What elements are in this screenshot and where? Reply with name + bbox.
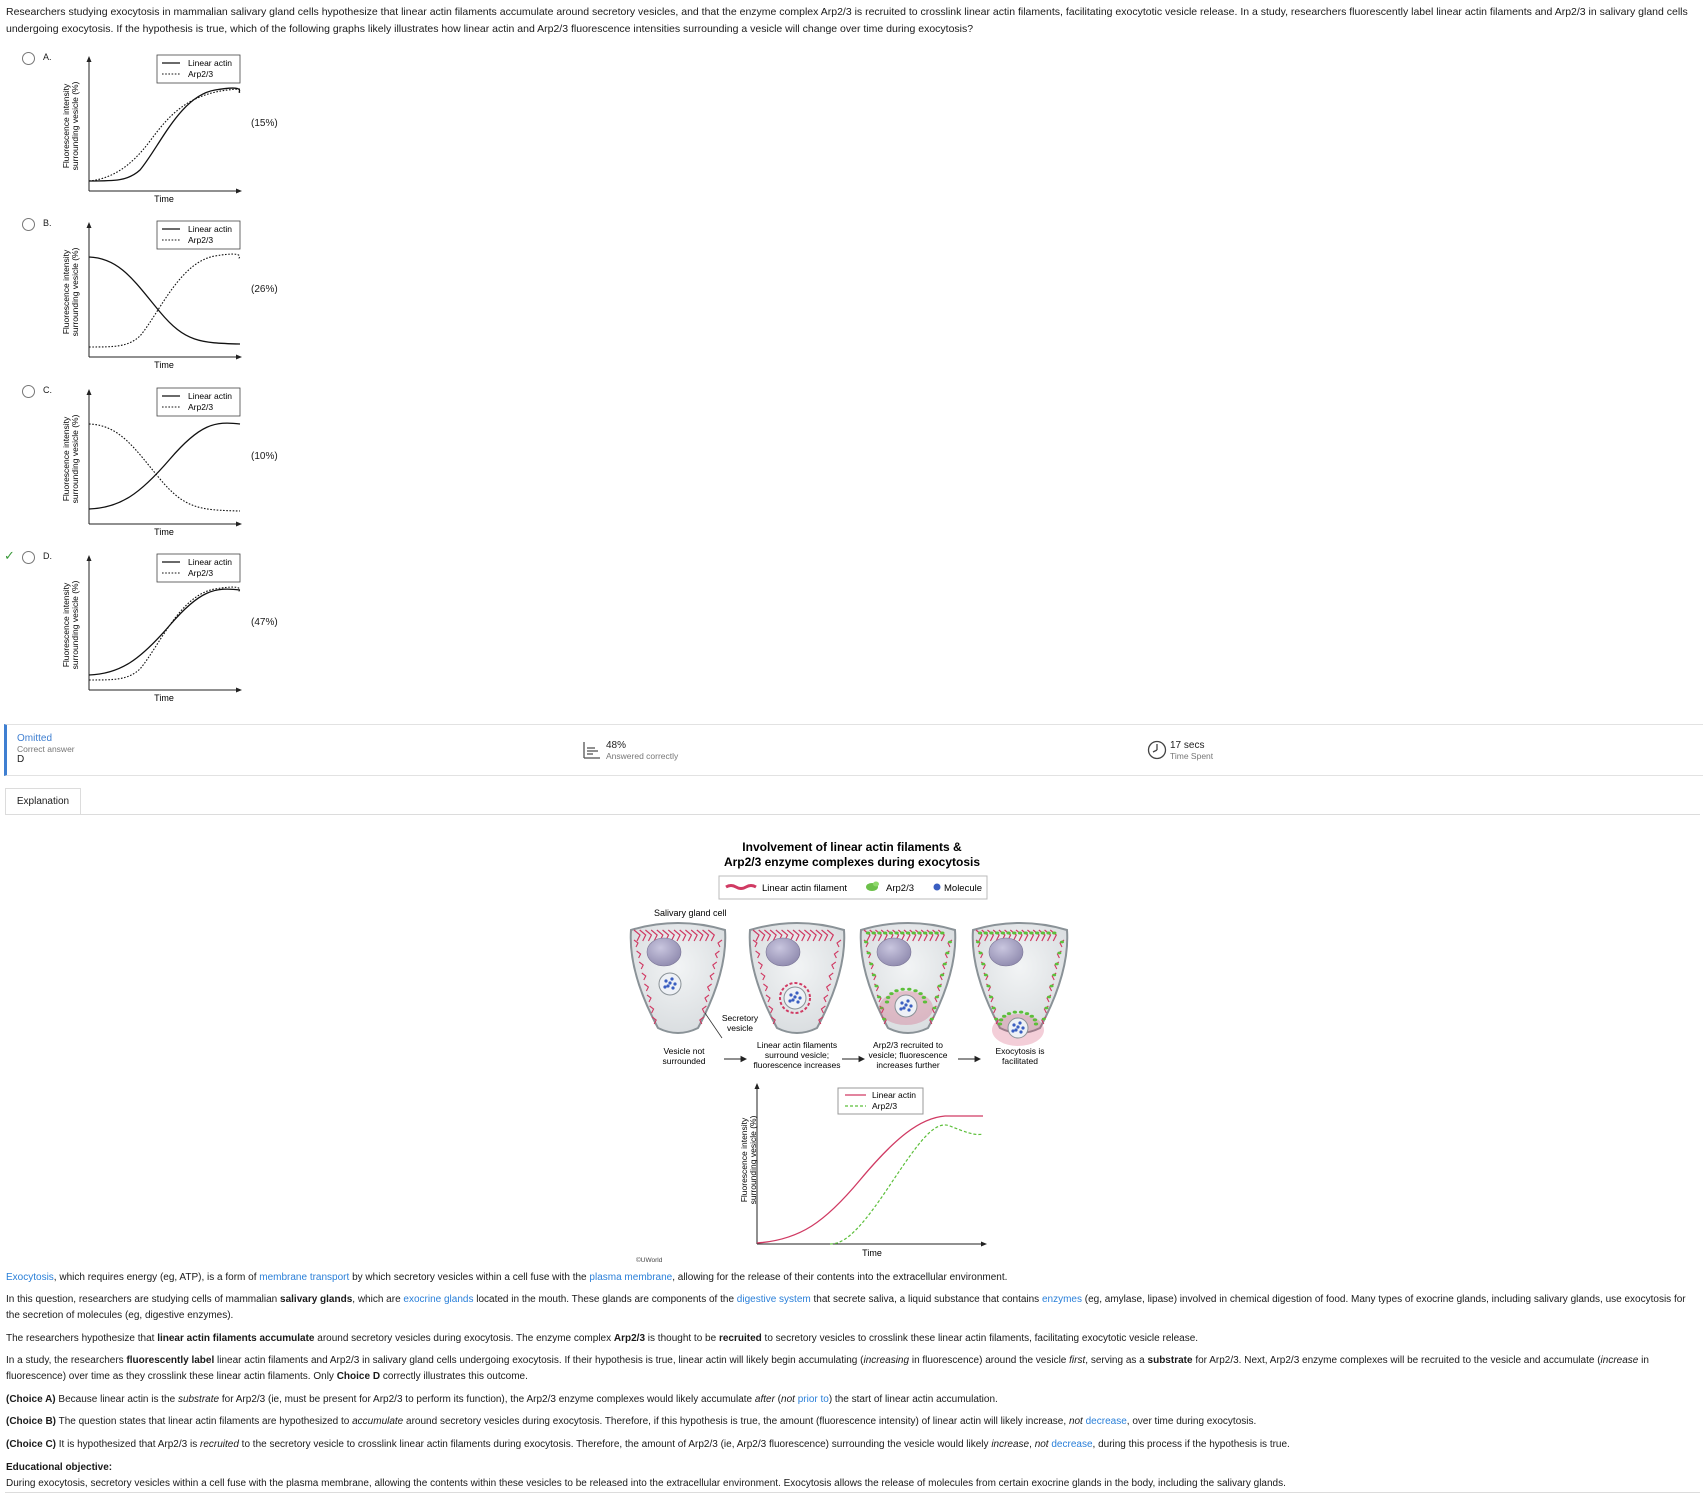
choice-letter: B. — [43, 218, 52, 228]
correct-answer-value: D — [17, 754, 25, 765]
legend-actin-filament: Linear actin filament — [762, 883, 848, 894]
explanation-arp-curve — [830, 1125, 983, 1244]
bold-text: (Choice A) — [6, 1394, 56, 1405]
legend-arp-text: Arp2/3 — [188, 235, 214, 245]
educational-objective — [6, 1460, 1696, 1492]
molecule-icon — [934, 884, 941, 891]
bold-text: (Choice B) — [6, 1416, 56, 1427]
vesicle-label-line2: vesicle — [727, 1023, 753, 1033]
choice-letter: C. — [43, 385, 52, 395]
cell-label: Salivary gland cell — [654, 908, 727, 918]
x-axis-label: Time — [154, 360, 174, 370]
text: , serving as a — [1085, 1355, 1148, 1366]
status-text: Omitted — [17, 733, 53, 744]
legend-actin-text: Linear actin — [188, 58, 232, 68]
figure-title-line1: Involvement of linear actin filaments & — [742, 840, 962, 854]
stage3-line1: Arp2/3 recruited to — [873, 1040, 943, 1050]
objective-text: During exocytosis, secretory vesicles within a cell fuse with the plasma membrane, allowing the contents within these vesicles to be released into the extracellular environment. Exocytosis allows the release of molecules from certain exocrine glands in the body, including the salivary glands. — [6, 1478, 1286, 1489]
choice-letter: D. — [43, 551, 52, 561]
italic-text: increasing — [863, 1355, 910, 1366]
y-axis-label-2: surrounding vesicle (%) — [70, 247, 80, 337]
text: in fluorescence) around the vesicle — [909, 1355, 1070, 1366]
text: , allowing for the release of their contents into the extracellular environment. — [672, 1272, 1008, 1283]
italic-text: increase — [991, 1439, 1030, 1450]
text: , — [1029, 1439, 1035, 1450]
text: to secretory vesicles to crosslink these linear actin filaments, facilitating exocytotic vesicle release. — [761, 1333, 1199, 1344]
text: The question states that linear actin filaments are hypothesized to — [56, 1416, 353, 1427]
bold-text: linear actin filaments accumulate — [157, 1333, 315, 1344]
stage1-line1: Vesicle not — [663, 1046, 705, 1056]
explanation-choice-c — [6, 1437, 1696, 1453]
italic-text: substrate — [177, 1394, 220, 1405]
text: in fluorescence) over time as they crosslink these linear actin filaments. Only — [6, 1355, 1649, 1382]
choice-percent: (26%) — [251, 284, 278, 295]
link-prior-to[interactable]: prior to — [797, 1394, 829, 1405]
vesicle-label-line1: Secretory — [721, 1013, 759, 1023]
italic-text: accumulate — [352, 1416, 404, 1427]
choice-percent: (10%) — [251, 451, 278, 462]
italic-text: not — [1034, 1439, 1049, 1450]
explanation-choice-a — [6, 1392, 1696, 1408]
tab-explanation[interactable]: Explanation — [5, 788, 81, 815]
choice-letter: A. — [43, 52, 52, 62]
legend-arp-text: Arp2/3 — [188, 568, 214, 578]
y-axis-label-1: Fluorescence intensity — [61, 416, 71, 502]
stage3-line3: increases further — [876, 1060, 940, 1070]
explanation-paragraph-4 — [6, 1353, 1696, 1385]
stage4-line1: Exocytosis is — [995, 1046, 1045, 1056]
explanation-actin-curve — [757, 1116, 983, 1243]
y-axis-label-1: Fluorescence intensity — [61, 582, 71, 668]
link-exocytosis[interactable]: Exocytosis — [6, 1272, 54, 1283]
link-digestive-system[interactable]: digestive system — [736, 1294, 811, 1305]
legend-arp-text: Arp2/3 — [188, 69, 214, 79]
explanation-choice-b — [6, 1414, 1696, 1430]
legend-arp-text: Arp2/3 — [188, 402, 214, 412]
text: that secrete saliva, a liquid substance that contains — [810, 1294, 1042, 1305]
x-axis-label: Time — [154, 693, 174, 703]
italic-text: first — [1069, 1355, 1086, 1366]
italic-text: not — [1068, 1416, 1083, 1427]
text: In a study, the researchers — [6, 1355, 127, 1366]
y-axis-label-2: surrounding vesicle (%) — [70, 580, 80, 670]
bottom-divider — [5, 1492, 1700, 1493]
x-axis-label: Time — [154, 527, 174, 537]
text: It is hypothesized that Arp2/3 is — [56, 1439, 200, 1450]
correct-check-icon: ✓ — [4, 548, 15, 563]
time-label: Time Spent — [1170, 751, 1214, 761]
text: linear actin filaments and Arp2/3 in salivary gland cells undergoing exocytosis. If their hypothesis is true, linear actin will likely begin accumulating ( — [214, 1355, 864, 1366]
text: located in the mouth. These glands are components of the — [473, 1294, 737, 1305]
objective-title: Educational objective: — [6, 1462, 113, 1473]
text: by which secretory vesicles within a cell fuse with the — [349, 1272, 590, 1283]
graph-y-label-2: surrounding vesicle (%) — [748, 1115, 758, 1205]
italic-text: after — [754, 1394, 775, 1405]
legend-actin-text: Linear actin — [188, 391, 232, 401]
percent-value: 48% — [606, 740, 627, 751]
text: correctly illustrates this outcome. — [380, 1371, 528, 1382]
bold-text: (Choice C) — [6, 1439, 56, 1450]
link-decrease[interactable]: decrease — [1085, 1416, 1127, 1427]
bold-text: Arp2/3 — [613, 1333, 646, 1344]
text: is thought to be — [645, 1333, 719, 1344]
link-decrease[interactable]: decrease — [1051, 1439, 1093, 1450]
text: In this question, researchers are studying cells of mammalian — [6, 1294, 281, 1305]
link-enzymes[interactable]: enzymes — [1041, 1294, 1082, 1305]
legend-arp23: Arp2/3 — [886, 883, 914, 894]
cell-stage-1 — [631, 923, 726, 1033]
y-axis-label-2: surrounding vesicle (%) — [70, 414, 80, 504]
figure-title-line2: Arp2/3 enzyme complexes during exocytosis — [723, 855, 981, 869]
text: , which requires energy (eg, ATP), is a form of — [53, 1272, 260, 1283]
legend-molecule: Molecule — [944, 883, 983, 894]
stage2-line1: Linear actin filaments — [756, 1040, 838, 1050]
italic-text: not — [781, 1394, 795, 1405]
text: for Arp2/3. Next, Arp2/3 enzyme complexes will be recruited to the vesicle and accumulate ( — [1192, 1355, 1601, 1366]
graph-legend-actin: Linear actin — [872, 1090, 916, 1100]
text: ) the start of linear actin accumulation. — [828, 1394, 998, 1405]
graph-legend-arp: Arp2/3 — [872, 1101, 898, 1111]
text: to the secretory vesicle to crosslink linear actin filaments during exocytosis. Therefore, the amount of Arp2/3 (ie, Arp2/3 fluorescence) surrounding the vesicle would likely — [238, 1439, 992, 1450]
text: The researchers hypothesize that — [6, 1333, 158, 1344]
text: around secretory vesicles during exocytosis. The enzyme complex — [314, 1333, 614, 1344]
copyright: ©UWorld — [636, 1257, 663, 1264]
bold-text: salivary glands — [280, 1294, 353, 1305]
y-axis-label-1: Fluorescence intensity — [61, 83, 71, 169]
bold-text: recruited — [718, 1333, 762, 1344]
question-stem: Researchers studying exocytosis in mammalian salivary gland cells hypothesize that linear actin filaments accumulate around secretory vesicles, and that the enzyme complex Arp2/3 is recruited to crosslink linear actin filaments, facilitating exocytotic vesicle release. In a study, researchers fluorescently label linear actin filaments and Arp2/3 in salivary gland cells undergoing exocytosis. If the hypothesis is true, which of the following graphs likely illustrates how linear actin and Arp2/3 fluorescence intensities surrounding a vesicle will change over time during exocytosis? — [6, 6, 1688, 35]
y-axis-label-2: surrounding vesicle (%) — [70, 81, 80, 171]
time-value: 17 secs — [1170, 740, 1205, 751]
text: ( — [774, 1394, 782, 1405]
explanation-paragraph-3 — [6, 1331, 1696, 1347]
stage2-line3: fluorescence increases — [753, 1060, 841, 1070]
y-axis-label-1: Fluorescence intensity — [61, 249, 71, 335]
text: for Arp2/3 (ie, must be present for Arp2/3 to perform its function), the Arp2/3 enzyme complexes would likely accumulate — [219, 1394, 755, 1405]
choice-percent: (15%) — [251, 118, 278, 129]
stage2-line2: surround vesicle; — [764, 1050, 830, 1060]
percent-label: Answered correctly — [606, 751, 679, 761]
link-plasma-membrane[interactable]: plasma membrane — [589, 1272, 673, 1283]
text: around secretory vesicles during exocytosis. Therefore, if this hypothesis is true, the amount (fluorescence intensity) of linear actin will likely increase, — [403, 1416, 1069, 1427]
italic-text: recruited — [199, 1439, 239, 1450]
stage4-line2: facilitated — [1002, 1056, 1038, 1066]
bold-text: substrate — [1147, 1355, 1193, 1366]
graph-x-label: Time — [862, 1248, 882, 1258]
graph-y-label-1: Fluorescence intensity — [739, 1117, 749, 1203]
stage3-line2: vesicle; fluorescence — [868, 1050, 948, 1060]
correct-answer-label: Correct answer — [17, 744, 75, 754]
stage1-line2: surrounded — [662, 1056, 706, 1066]
text: (eg, amylase, lipase) involved in chemical digestion of food. Many types of exocrine glands, including salivary glands, use exocytosis for the secretion of molecules (eg, digestive enzymes). — [6, 1294, 1686, 1321]
italic-text: increase — [1600, 1355, 1639, 1366]
cell-stage-2 — [750, 923, 845, 1033]
x-axis-label: Time — [154, 194, 174, 204]
link-exocrine-glands[interactable]: exocrine glands — [403, 1294, 474, 1305]
text: , during this process if the hypothesis is true. — [1092, 1439, 1290, 1450]
bold-text: Choice D — [336, 1371, 381, 1382]
cell-stage-4 — [973, 923, 1068, 1046]
text: , over time during exocytosis. — [1126, 1416, 1257, 1427]
link-membrane-transport[interactable]: membrane transport — [259, 1272, 350, 1283]
choice-percent: (47%) — [251, 617, 278, 628]
cell-stage-3 — [861, 923, 956, 1033]
bold-text: fluorescently label — [126, 1355, 215, 1366]
vesicle-pointer — [705, 1013, 722, 1038]
explanation-paragraph-2 — [6, 1292, 1696, 1324]
text: Because linear actin is the — [55, 1394, 178, 1405]
explanation-paragraph-1 — [6, 1270, 1696, 1286]
text: , which are — [352, 1294, 404, 1305]
legend-actin-text: Linear actin — [188, 224, 232, 234]
legend-actin-text: Linear actin — [188, 557, 232, 567]
